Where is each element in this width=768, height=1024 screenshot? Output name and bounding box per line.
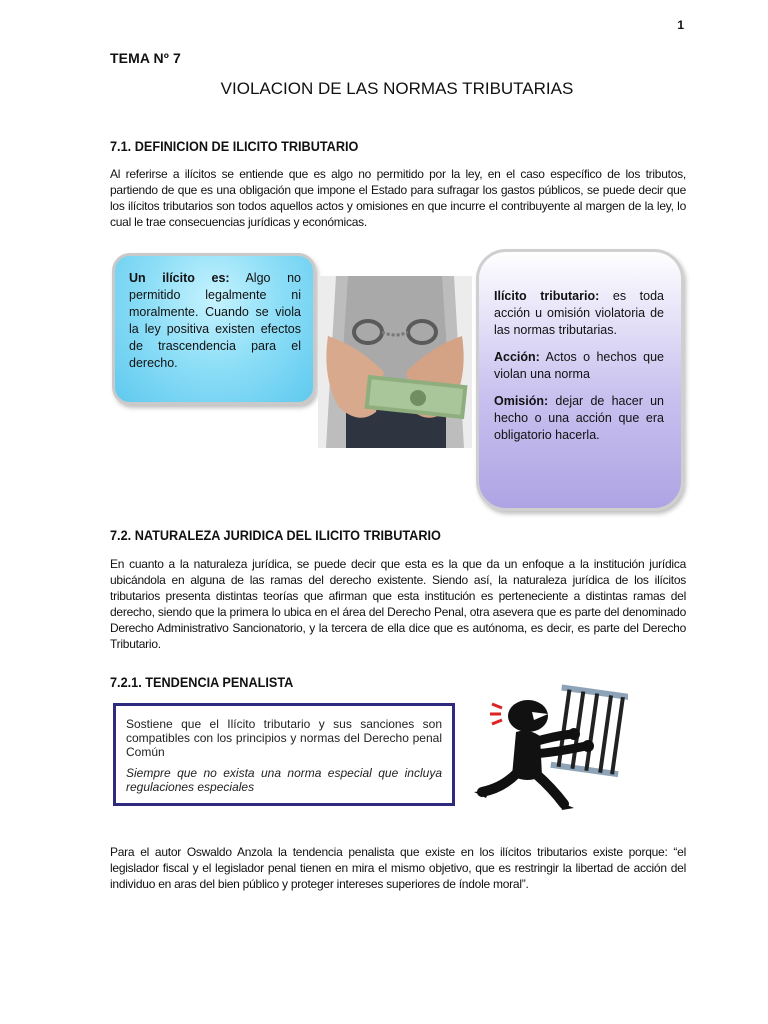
omision-description: dejar de hacer un hecho o una acción que era obligatorio hacerla. (494, 394, 664, 442)
page-title: VIOLACION DE LAS NORMAS TRIBUTARIAS (220, 79, 574, 98)
omision-label: Omisión: (494, 394, 549, 408)
section-heading-7-2-1: 7.2.1. TENDENCIA PENALISTA (110, 675, 294, 690)
ilicito-label: Un ilícito es: (129, 271, 230, 285)
ilicito-tributario-callout (476, 249, 684, 511)
prisoner-icon (468, 684, 628, 814)
accion-label: Acción: (494, 350, 540, 364)
penalista-quote-box (113, 703, 455, 806)
penalista-quote-text (126, 717, 442, 794)
ilicito-tributario-label: Ilícito tributario: (494, 289, 600, 303)
page-number: 1 (677, 18, 684, 32)
ilicito-tributario-description: es toda acción u omisión violatoria de las normas tributarias. (494, 289, 664, 337)
section-7-1-paragraph: Al referirse a ilícitos se entiende que es algo no permitido por la ley, en el caso específico de los tributos, partiendo de que es una obligación que impone el Estado para sufragar los gastos públicos, se puede decir que los ilícitos tributarios son todos aquellos actos y omisiones en que incurre el contribuyente al margen de la ley, lo cual le trae consecuencias jurídicas y económicas. (110, 167, 686, 229)
section-7-2-1-paragraph: Para el autor Oswaldo Anzola la tendencia penalista que existe en los ilícitos tributarios existe porque: “el legislador fiscal y el legislador penal tienen en mira el mismo objetivo, que es restringir la libertad de acción del individuo en aras del bien público y proteger intereses superiores de índole moral”. (110, 845, 686, 891)
section-heading-7-1: 7.1. DEFINICION DE ILICITO TRIBUTARIO (110, 139, 359, 154)
penalista-quote-italic: Siempre que no exista una norma especial que incluya regulaciones especiales (126, 766, 442, 794)
ilicito-description: Algo no permitido legalmente ni moralmente. Cuando se viola la ley positiva existen efectos de trascendencia para el derecho. (129, 271, 301, 370)
ilicito-tributario-text (494, 288, 664, 454)
prisoner-behind-bars-figure (468, 684, 628, 814)
ilicito-definition-callout (112, 253, 316, 405)
handcuffed-hands-photo (318, 276, 472, 448)
ilicito-definition-text (129, 270, 301, 372)
handcuffs-money-icon (318, 276, 472, 448)
section-heading-7-2: 7.2. NATURALEZA JURIDICA DEL ILICITO TRIBUTARIO (110, 528, 441, 543)
topic-label: TEMA Nº 7 (110, 50, 181, 66)
accion-description: Actos o hechos que violan una norma (494, 350, 664, 381)
section-7-2-paragraph: En cuanto a la naturaleza jurídica, se puede decir que esta es la que da un enfoque a la institución jurídica ubicándola en alguna de las ramas del derecho existente. Siendo así, la naturaleza jurídica de los ilícitos tributarios presenta distintas teorías que afirman que esta institución es perteneciente a distintas ramas del derecho, siendo que la primera lo ubica en el área del Derecho Penal, otra asevera que es parte del denominado Derecho Administrativo Sancionatorio, y la tercera de ella dice que es autónoma, es decir, es parte del Derecho Tributario. (110, 557, 686, 651)
penalista-quote-main: Sostiene que el Ilícito tributario y sus sanciones son compatibles con los principios y normas del Derecho penal Común (126, 717, 442, 759)
